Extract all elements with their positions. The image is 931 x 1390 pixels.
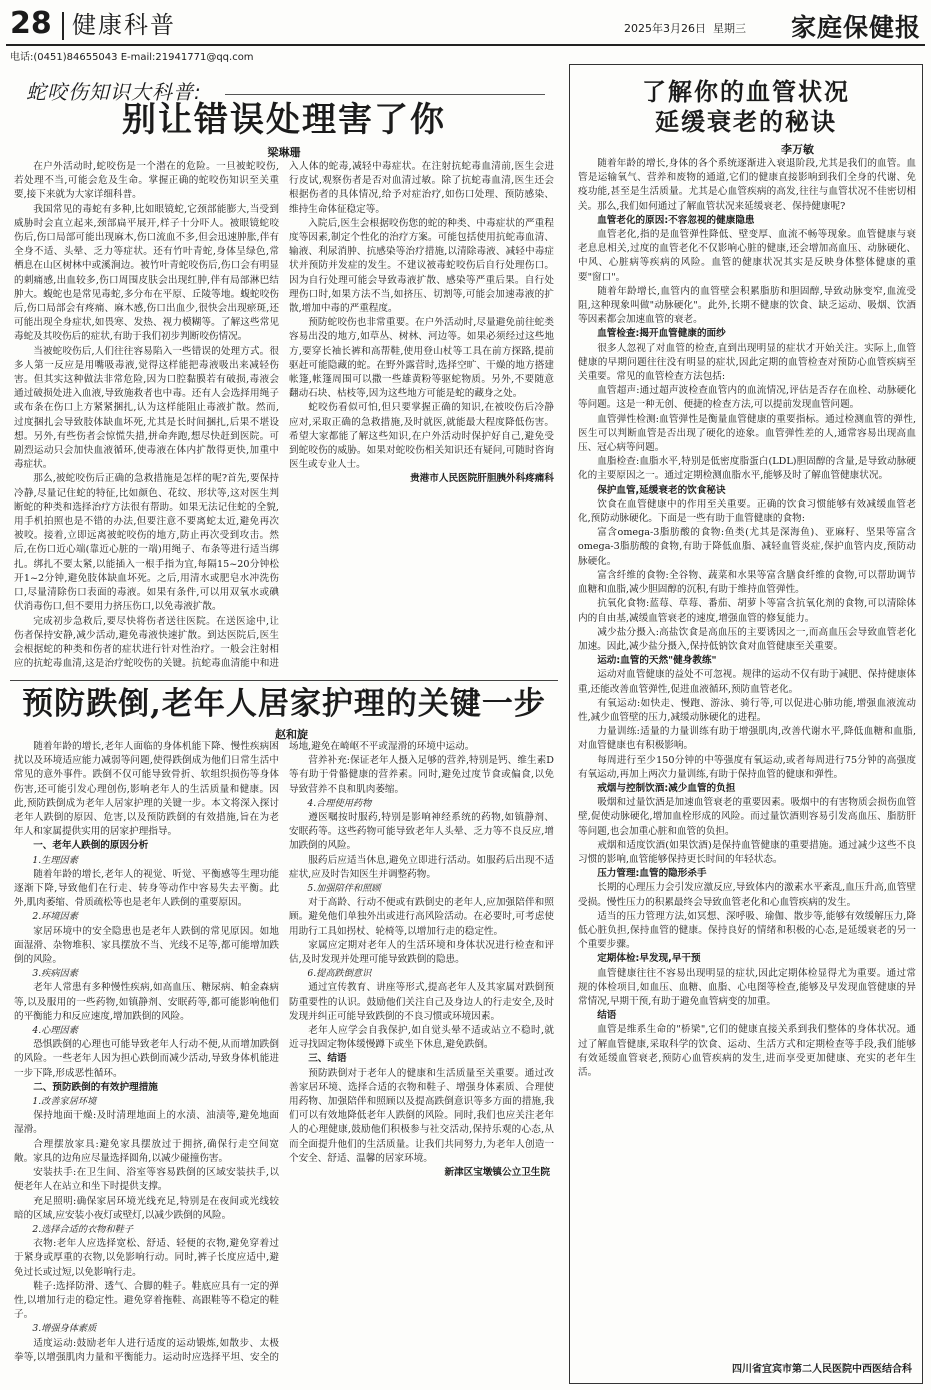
issue-date xyxy=(624,20,746,36)
article1-author: 梁琳珊 xyxy=(267,146,301,159)
paragraph: 通过宣传教育、讲座等形式,提高老年人及其家属对跌倒预防重要性的认识。鼓励他们关注自己及身边人的行走安全,及时发现并纠正可能导致跌倒的不良习惯或环境因素。 xyxy=(289,982,554,1022)
paragraph: 家居环境中的安全隐患也是老年人跌倒的常见原因。如地面湿滑、杂物堆积、家具摆放不当、光线不足等,都可能增加跌倒的风险。 xyxy=(14,925,279,966)
article1-source: 贵港市人民医院肝胆胰外科疼痛科 xyxy=(410,473,554,485)
paper-name: 家庭保健报 xyxy=(790,13,921,42)
subsection-heading: 4.心理因素 xyxy=(32,1025,78,1037)
kicker-rule xyxy=(225,94,545,95)
date-text: 2025年3月26日 xyxy=(624,22,706,35)
subsection-heading: 2.环境因素 xyxy=(32,911,78,923)
paragraph: 预防跌倒对于老年人的健康和生活质量至关重要。通过改善家居环境、选择合适的衣物和鞋子、增强身体素质、合理使用药物、加强陪伴和照顾以及提高跌倒意识等多方面的措施,我们可以有效地降低老年人跌倒的风险。同时,我们也应关注老年人的心理健康,鼓励他们积极参与社交活动,保持乐观的心态,从而全面提升他们的生活质量。让我们共同努力,为老年人创造一个安全、舒适、温馨的居家环境。 xyxy=(289,1067,554,1164)
header-separator xyxy=(62,12,64,40)
paragraph: 抗氧化食物:蓝莓、草莓、番茄、胡萝卜等富含抗氧化剂的食物,可以清除体内的自由基,减缓血管衰老的速度,增强血管的修复能力。 xyxy=(578,598,916,624)
article3-body xyxy=(578,157,916,1353)
article1-title: 别让错误处理害了你 xyxy=(122,100,446,140)
paragraph: 血管健康往往不容易出现明显的症状,因此定期体检显得尤为重要。通过常规的体检项目,如血压、血糖、血脂、心电图等检查,能够及早发现血管健康的异常情况,早期干预,有助于避免血管病变的加重。 xyxy=(578,967,916,1007)
section-heading: 压力管理:血管的隐形杀手 xyxy=(597,868,707,880)
section-heading: 二、预防跌倒的有效护理措施 xyxy=(33,1081,158,1093)
page-number: 28 xyxy=(10,6,52,41)
paragraph: 营养补充:保证老年人摄入足够的营养,特别是钙、维生素D等有助于骨骼健康的营养素。同时,避免过度节食或偏食,以免导致营养不良和肌肉萎缩。 xyxy=(289,755,554,795)
paragraph: 预防蛇咬伤也非常重要。在户外活动时,尽量避免前往蛇类容易出没的地方,如草丛、树林、河边等。如果必须经过这些地方,要穿长袖长裤和高帮鞋,使用登山杖等工具在前方探路,提前驱赶可能隐藏的蛇。在野外露营时,选择空旷、干燥的地方搭建帐篷,帐篷周围可以撒一些雄黄粉等驱蛇物质。另外,不要随意翻动石块、枯枝等,因为这些地方可能是蛇的藏身之处。 xyxy=(289,317,554,400)
paragraph: 安装扶手:在卫生间、浴室等容易跌倒的区域安装扶手,以便老年人在站立和坐下时提供支撑。 xyxy=(14,1167,279,1193)
article3-source: 四川省宜宾市第二人民医院中西医结合科 xyxy=(732,1364,912,1375)
section-heading: 保护血管,延缓衰老的饮食秘诀 xyxy=(597,484,726,496)
contact-info: 电话:(0451)84655043 E-mail:21941771@qq.com xyxy=(10,52,254,63)
left-column xyxy=(10,64,558,1384)
paragraph: 血脂检查:血脂水平,特别是低密度脂蛋白(LDL)胆固醇的含量,是导致动脉硬化的主要原因之一。通过定期检测血脂水平,能够及时了解血管健康状况。 xyxy=(578,456,916,482)
paragraph: 随着年龄的增长,老年人面临的身体机能下降、慢性疾病困扰以及环境适应能力减弱等问题,使得跌倒成为他们日常生活中常见的意外事件。跌倒不仅可能导致骨折、软组织损伤等身体伤害,还可能引发心理创伤,影响老年人的生活质量和健康。因此,预防跌倒成为老年人居家护理的关键一步。本文将深入探讨老年人跌倒的原因、危害,以及预防跌倒的有效措施,旨在为老年人和家属提供实用的居家护理指导。 xyxy=(14,741,279,838)
paragraph: 恐惧跌倒的心理也可能导致老年人行动不便,从而增加跌倒的风险。一些老年人因为担心跌倒而减少活动,导致身体机能进一步下降,形成恶性循环。 xyxy=(14,1039,279,1079)
paragraph: 很多人忽视了对血管的检查,直到出现明显的症状才开始关注。实际上,血管健康的早期问题往往没有明显的症状,因此定期的血管检查对预防心血管疾病至关重要。常见的血管检查方法包括: xyxy=(578,342,916,383)
paragraph: 保持地面干燥:及时清理地面上的水渍、油渍等,避免地面湿滑。 xyxy=(14,1110,279,1136)
paragraph: 随着年龄的增长,老年人的视觉、听觉、平衡感等生理功能逐渐下降,导致他们在行走、转身等动作中容易失去平衡。此外,肌肉萎缩、骨质疏松等也是老年人跌倒的重要原因。 xyxy=(14,868,279,909)
paragraph: 家属应定期对老年人的生活环境和身体状况进行检查和评估,及时发现并处理可能导致跌倒的隐患。 xyxy=(289,939,554,966)
paragraph: 运动对血管健康的益处不可忽视。规律的运动不仅有助于减肥、保持健康体重,还能改善血管弹性,促进血液循环,预防血管老化。 xyxy=(578,669,916,695)
section-heading: 戒烟与控制饮酒:减少血管的负担 xyxy=(597,782,736,794)
article2-source: 新津区宝墩镇公立卫生院 xyxy=(444,1167,550,1179)
article3-title-line1: 了解你的血管状况 xyxy=(642,77,850,106)
section-heading: 血管老化的原因:不容忽视的健康隐患 xyxy=(597,214,755,226)
paragraph: 老年人应学会自我保护,如自觉头晕不适或站立不稳时,就近寻找固定物体缓慢蹲下或坐下休息,避免跌倒。 xyxy=(289,1025,554,1051)
paragraph: 当被蛇咬伤后,人们往往容易陷入一些错误的处理方式。很多人第一反应是用嘴吸毒液,觉得这样能把毒液吸出来减轻伤害。但其实这种做法非常危险,因为口腔黏膜若有破损,毒液会通过破损处进入血液,导致施救者也中毒。还有人会选择用绳子或布条在伤口上方紧紧捆扎,认为这样能阻止毒液扩散。然而,过度捆扎会导致肢体缺血坏死,尤其是长时间捆扎,后果不堪设想。另外,有些伤者会惊慌失措,拼命奔跑,想尽快赶到医院。可剧烈运动只会加快血液循环,使毒液在体内扩散得更快,加重中毒症状。 xyxy=(14,345,279,471)
paragraph: 适度运动:鼓励老年人进行适度的运动锻炼,如散步、太极拳等,以增强肌肉力量和平衡能力。运动时应选择平坦、安全的场地,避免在崎岖不平或湿滑的环境中运动。 xyxy=(14,741,475,1363)
paragraph: 蛇咬伤看似可怕,但只要掌握正确的知识,在被咬伤后冷静应对,采取正确的急救措施,及时就医,就能最大程度降低伤害。希望大家都能了解这些知识,在户外活动时保护好自己,避免受到蛇咬伤的威胁。如果对蛇咬伤相关知识还有疑问,可随时咨询医生或专业人士。 xyxy=(289,402,554,471)
paragraph: 血管超声:通过超声波检查血管内的血流情况,评估是否存在血栓、动脉硬化等问题。这是一种无创、便捷的检查方法,可以提前发现血管问题。 xyxy=(578,385,916,411)
paragraph: 充足照明:确保家居环境光线充足,特别是在夜间或光线较暗的区域,应安装小夜灯或壁灯,以减少跌倒的风险。 xyxy=(14,1195,279,1221)
subsection-heading: 1.生理因素 xyxy=(32,854,78,866)
article2-body xyxy=(14,740,554,1368)
paragraph: 饮食在血管健康中的作用至关重要。正确的饮食习惯能够有效减缓血管老化,预防动脉硬化。下面是一些有助于血管健康的食物: xyxy=(578,498,916,525)
paragraph: 遵医嘱按时服药,特别是影响神经系统的药物,如镇静剂、安眠药等。这些药物可能导致老年人头晕、乏力等不良反应,增加跌倒的风险。 xyxy=(289,812,554,852)
paragraph: 每周进行至少150分钟的中等强度有氧运动,或者每周进行75分钟的高强度有氧运动,再加上两次力量训练,有助于保持血管的健康和弹性。 xyxy=(578,754,916,780)
paragraph: 服药后应适当休息,避免立即进行活动。如服药后出现不适症状,应及时告知医生并调整药物。 xyxy=(289,854,554,880)
subsection-heading: 1.改善家居环境 xyxy=(32,1096,97,1108)
paragraph: 入院后,医生会根据咬伤您的蛇的种类、中毒症状的严重程度等因素,制定个性化的治疗方案。可能包括使用抗蛇毒血清、输液、利尿消肿、抗感染等治疗措施,以清除毒液、减轻中毒症状并预防并发症的发生。不建议被毒蛇咬伤后自行处理伤口。因为自行处理可能会导致毒液扩散、感染等严重后果。自行处理伤口时,如果方法不当,如挤压、切割等,可能会加速毒液的扩散,增加中毒的严重程度。 xyxy=(289,217,554,315)
paragraph: 鞋子:选择防滑、透气、合脚的鞋子。鞋底应具有一定的弹性,以增加行走的稳定性。避免穿着拖鞋、高跟鞋等不稳定的鞋子。 xyxy=(14,1280,279,1321)
paragraph: 老年人常患有多种慢性疾病,如高血压、糖尿病、帕金森病等,以及服用的一些药物,如镇静剂、安眠药等,都可能影响他们的平衡能力和反应速度,增加跌倒的风险。 xyxy=(14,982,279,1022)
section-heading: 运动:血管的天然"健身教练" xyxy=(597,655,717,667)
paragraph: 长期的心理压力会引发应激反应,导致体内的激素水平紊乱,血压升高,血管壁受损。慢性压力的积累最终会导致血管老化和心血管疾病的发生。 xyxy=(578,882,916,908)
paragraph: 在户外活动时,蛇咬伤是一个潜在的危险。一旦被蛇咬伤,若处理不当,可能会危及生命。掌握正确的蛇咬伤知识至关重要,接下来就为大家详细科普。 xyxy=(14,161,279,201)
article-divider xyxy=(10,680,558,681)
paragraph: 富含omega-3脂肪酸的食物:鱼类(尤其是深海鱼)、亚麻籽、坚果等富含omega-3脂肪酸的食物,有助于降低血脂、减轻血管炎症,保护血管内皮,预防动脉硬化。 xyxy=(578,527,916,567)
section-heading: 结语 xyxy=(597,1010,617,1022)
paragraph: 血管是维系生命的"桥梁",它们的健康直接关系到我们整体的身体状况。通过了解血管健康,采取科学的饮食、运动、生活方式和定期检查等手段,我们能够有效延缓血管衰老,预防心血管疾病的发生,进而享受更加健康、充实的老年生活。 xyxy=(578,1024,916,1078)
paragraph: 随着年龄的增长,身体的各个系统逐渐进入衰退阶段,尤其是我们的血管。血管是运输氧气、营养和废物的通道,它们的健康直接影响到我们全身的代谢、免疫功能,甚至是生活质量。尤其是心血管疾病的高发,往往与血管状况不佳密切相关。那么,我们如何通过了解血管状况来延缓衰老、保持健康呢? xyxy=(578,158,916,212)
paragraph: 血管老化,指的是血管弹性降低、壁变厚、血流不畅等现象。血管健康与衰老息息相关,过度的血管老化不仅影响心脏的健康,还会增加高血压、动脉硬化、中风、心脏病等疾病的风险。血管的健康状况其实是反映身体整体健康的重要"窗口"。 xyxy=(578,229,916,283)
subsection-heading: 3.疾病因素 xyxy=(32,968,78,980)
subsection-heading: 3.增强身体素质 xyxy=(32,1323,97,1335)
paragraph: 那么,被蛇咬伤后正确的急救措施是怎样的呢?首先,要保持冷静,尽量记住蛇的特征,比如颜色、花纹、形状等,这对医生判断蛇的种类和选择治疗方法很有帮助。如果无法记住蛇的全貌,用手机拍照也是不错的办法,但要注意不要离蛇太近,避免再次被咬。接着,立即远离被蛇咬伤的地方,防止再次受到攻击。然后,在伤口近心端(靠近心脏的一端)用绳子、布条等进行适当绑扎。绑扎不要太紧,以能插入一根手指为宜,每隔15~20分钟松开1~2分钟,避免肢体缺血坏死。之后,用清水或肥皂水冲洗伤口,尽量清除伤口表面的毒液。如果有条件,可以用双氧水或碘伏消毒伤口,但不要用力挤压伤口,以免毒液扩散。 xyxy=(14,473,279,613)
paragraph: 血管弹性检测:血管弹性是衡量血管健康的重要指标。通过检测血管的弹性,医生可以判断血管是否出现了硬化的迹象。血管弹性差的人,通常容易出现高血压、冠心病等问题。 xyxy=(578,413,916,454)
subsection-heading: 2.选择合适的衣物和鞋子 xyxy=(32,1223,134,1235)
paragraph: 合理摆放家具:避免家具摆放过于拥挤,确保行走空间宽敞。家具的边角应尽量选择圆角,以减少碰撞伤害。 xyxy=(14,1138,279,1164)
paragraph: 完成初步急救后,要尽快将伤者送往医院。在送医途中,让伤者保持安静,减少活动,避免毒液快速扩散。到达医院后,医生会根据蛇的种类和伤者的症状进行针对性治疗。一般会注射相应的抗蛇毒血清,这是治疗蛇咬伤的关键。抗蛇毒血清能中和进入人体的蛇毒,减轻中毒症状。在注射抗蛇毒血清前,医生会进行皮试,观察伤者是否对血清过敏。除了抗蛇毒血清,医生还会根据伤者的具体情况,给予对症治疗,如伤口处理、预防感染、维持生命体征稳定等。 xyxy=(14,161,554,670)
paragraph: 随着年龄增长,血管内的血管壁会积累脂肪和胆固醇,导致动脉变窄,血流受阻,这种现象叫做"动脉硬化"。此外,长期不健康的饮食、缺乏运动、吸烟、饮酒等因素都会加速血管的衰老。 xyxy=(578,285,916,326)
weekday-text: 星期三 xyxy=(713,22,746,35)
paragraph: 戒烟和适度饮酒(如果饮酒)是保持血管健康的重要措施。通过减少这些不良习惯的影响,血管能够保持更长时间的年轻状态。 xyxy=(578,839,916,865)
section-heading: 血管检查:揭开血管健康的面纱 xyxy=(597,328,726,340)
paragraph: 我国常见的毒蛇有多种,比如眼镜蛇,它颈部能膨大,当受到威胁时会直立起来,颈部扁平展开,样子十分吓人。被眼镜蛇咬伤后,伤口局部可能出现麻木,伤口流血不多,但会迅速肿胀,伴有全身不适、头晕、乏力等症状。还有竹叶青蛇,身体呈绿色,常栖息在山区树林中或溪涧边。被竹叶青蛇咬伤后,伤口会有明显的刺痛感,出血较多,伤口周围皮肤会出现红肿,伴有局部淋巴结肿大。蝮蛇也是常见毒蛇,多分布在平原、丘陵等地。蝮蛇咬伤后,伤口局部会有疼痛、麻木感,伤口出血少,很快会出现瘀斑,还可能出现全身症状,如畏寒、发热、视力模糊等。了解这些常见毒蛇及其咬伤后的症状,有助于我们初步判断咬伤情况。 xyxy=(14,203,279,343)
section-heading: 定期体检:早发现,早干预 xyxy=(597,953,701,965)
paragraph: 对于高龄、行动不便或有跌倒史的老年人,应加强陪伴和照顾。避免他们单独外出或进行高风险活动。在必要时,可考虑使用助行工具如拐杖、轮椅等,以增加行走的稳定性。 xyxy=(289,897,554,937)
paragraph: 衣物:老年人应选择宽松、舒适、轻便的衣物,避免穿着过于紧身或厚重的衣物,以免影响行动。同时,裤子长度应适中,避免过长或过短,以免影响行走。 xyxy=(14,1238,279,1278)
paragraph: 减少盐分摄入:高盐饮食是高血压的主要诱因之一,而高血压会导致血管老化加速。因此,减少盐分摄入,保持低钠饮食对血管健康至关重要。 xyxy=(578,626,916,652)
sidebar-article-box xyxy=(569,64,923,1384)
section-heading: 一、老年人跌倒的原因分析 xyxy=(33,840,149,852)
article2-author: 赵和旋 xyxy=(275,728,308,741)
subsection-heading: 5.加强陪伴和照顾 xyxy=(307,883,381,895)
article1-body xyxy=(14,160,554,680)
subsection-heading: 4.合理使用药物 xyxy=(307,797,372,809)
article2-title: 预防跌倒,老年人居家护理的关键一步 xyxy=(22,686,546,722)
paragraph: 富含纤维的食物:全谷物、蔬菜和水果等富含膳食纤维的食物,可以帮助调节血糖和血脂,减少胆固醇的沉积,有助于维持血管弹性。 xyxy=(578,569,916,596)
article1-kicker: 蛇咬伤知识大科普: xyxy=(26,80,202,104)
paragraph: 吸烟和过量饮酒是加速血管衰老的重要因素。吸烟中的有害物质会损伤血管壁,促使动脉硬化,增加血栓形成的风险。而过量饮酒则容易引发高血压、脂肪肝等问题,也会加重心脏和血管的负担。 xyxy=(578,797,916,837)
article3-title-line2: 延缓衰老的秘诀 xyxy=(655,107,837,136)
section-heading: 三、结语 xyxy=(308,1053,347,1065)
article3-author: 李万敏 xyxy=(781,143,814,156)
paragraph: 力量训练:适量的力量训练有助于增强肌肉,改善代谢水平,降低血糖和血脂,对血管健康也有积极影响。 xyxy=(578,726,916,752)
page-header xyxy=(6,4,925,46)
subsection-heading: 6.提高跌倒意识 xyxy=(307,968,372,980)
paragraph: 适当的压力管理方法,如冥想、深呼吸、瑜伽、散步等,能够有效缓解压力,降低心脏负担,保持血管的健康。保持良好的情绪和积极的心态,是延缓衰老的另一个重要步骤。 xyxy=(578,910,916,951)
paragraph: 有氧运动:如快走、慢跑、游泳、骑行等,可以促进心肺功能,增强血液流动性,减少血管壁的压力,减缓动脉硬化的进程。 xyxy=(578,697,916,723)
section-name: 健康科普 xyxy=(72,11,176,39)
